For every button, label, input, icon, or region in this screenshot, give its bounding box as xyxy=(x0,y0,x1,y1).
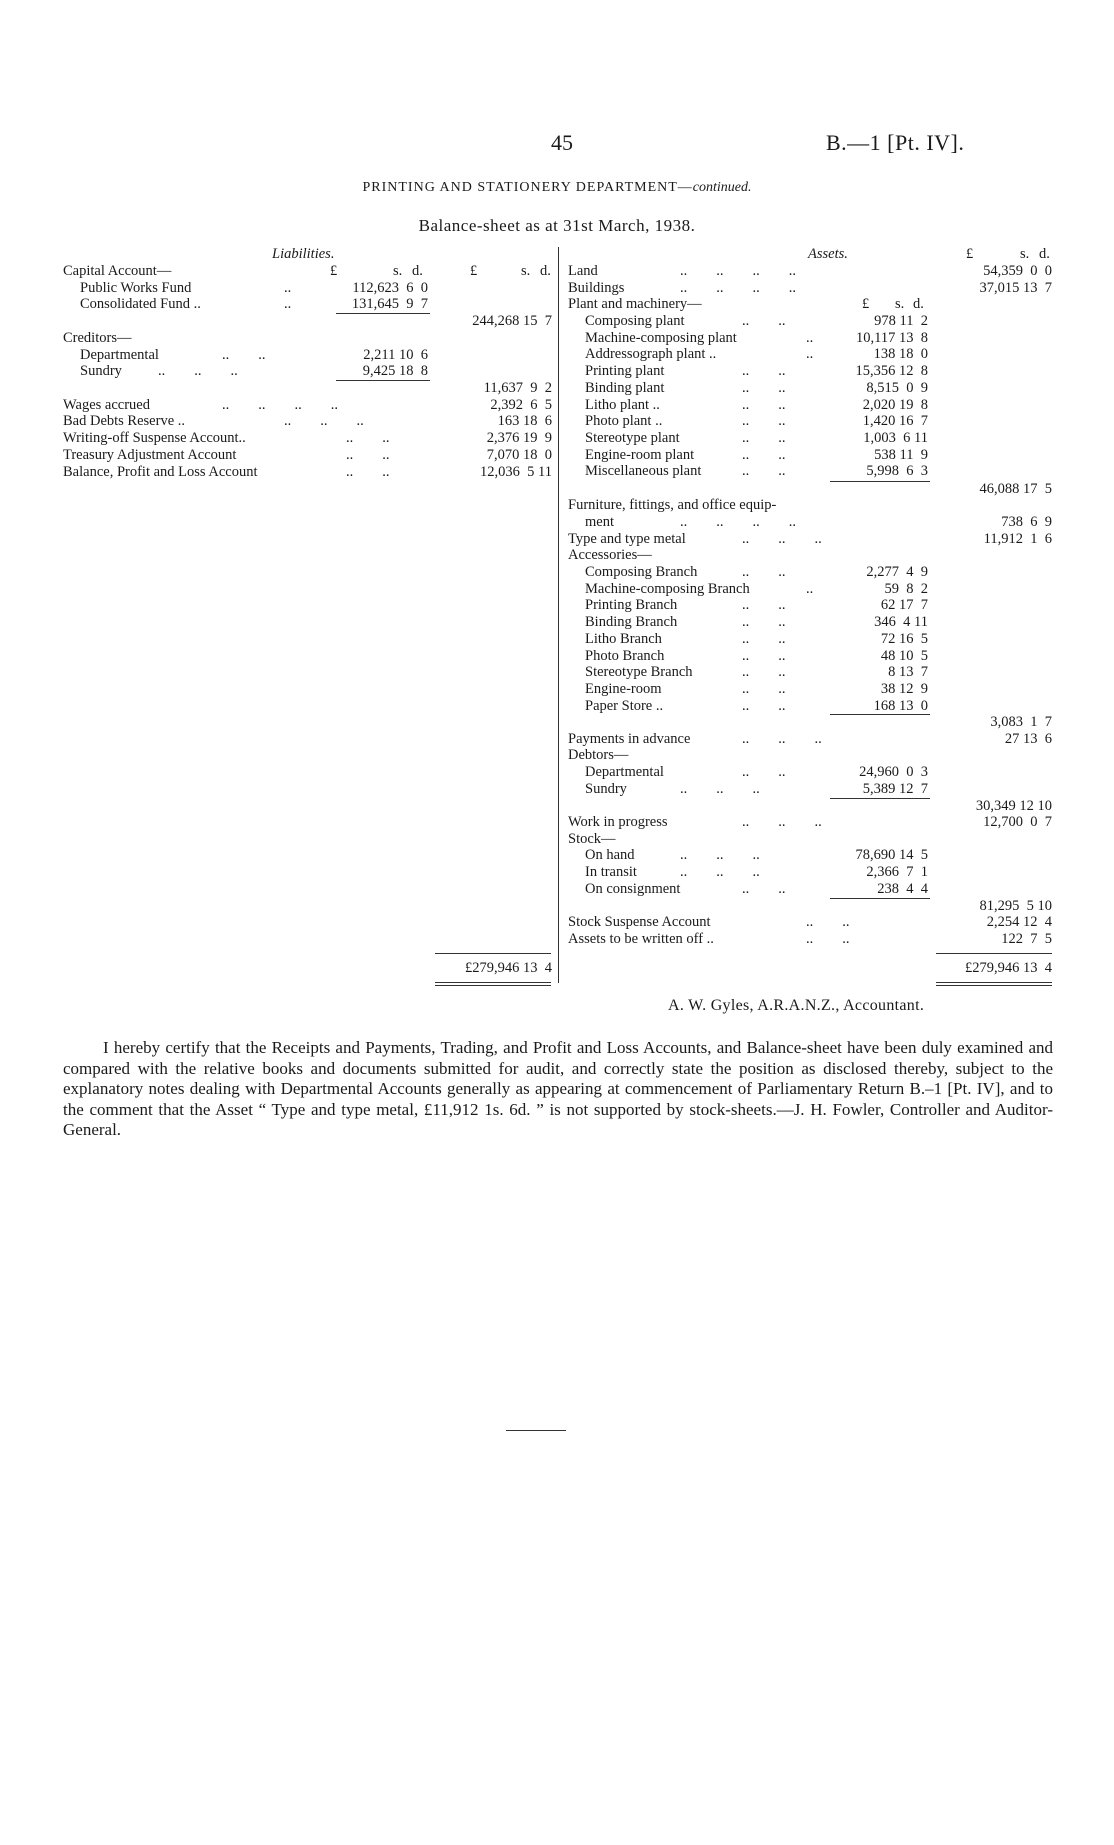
accessory-item-label: Engine-room xyxy=(585,680,662,697)
audit-certificate-text: I hereby certify that the Receipts and Payments, Trading, and Profit and Loss Accounts, and Balance-sheet have been duly examined and compared with the relative books and documents submitted for audit, and correctly state the position as disclosed thereby, subject to the explanatory notes dealing with Departmental Accounts generally as appearing at commencement of Parliamentary Return B.–1 [Pt. IV], and to the comment that the Asset “ Type and type metal, £11,912 1s. 6d. ” is not supported by stock-sheets.—J. H. Fowler, Controller and Auditor-General. xyxy=(63,1038,1053,1139)
liab-col-s-2: s. xyxy=(521,263,531,279)
writing-off-label: Writing-off Suspense Account.. xyxy=(63,430,246,446)
creditors-label: Creditors— xyxy=(63,330,132,346)
consolidated-amount: 131,645 9 7 xyxy=(351,296,428,312)
furniture-dots: .. .. .. .. xyxy=(680,514,796,530)
liab-col-pound-1: £ xyxy=(330,263,338,279)
accountant-signature: A. W. Gyles, A.R.A.N.Z., Accountant. xyxy=(668,997,925,1014)
accessory-item-label: Printing Branch xyxy=(585,597,678,614)
plant-item-dots: .. .. xyxy=(742,413,786,430)
debtors-sundry-amount: 5,389 12 7 xyxy=(862,781,928,797)
written-off-dots: .. .. xyxy=(806,931,850,947)
plant-item-label: Binding plant xyxy=(585,379,665,396)
accessory-item-amount: 168 13 0 xyxy=(873,697,928,714)
asset-col-s: s. xyxy=(1020,246,1030,262)
stock-on-hand-label: On hand xyxy=(585,847,635,863)
column-divider xyxy=(558,247,559,983)
accessory-item-amount: 72 16 5 xyxy=(880,630,928,647)
plant-item-dots: .. .. xyxy=(742,379,786,396)
consolidated-dots: .. xyxy=(284,296,292,312)
liab-total-rule-1 xyxy=(435,982,551,983)
creditors-sundry-dots: .. .. .. xyxy=(158,363,238,379)
stock-suspense-amount: 2,254 12 4 xyxy=(986,914,1052,930)
debtors-departmental-dots: .. .. xyxy=(742,764,786,780)
debtors-total: 30,349 12 10 xyxy=(975,798,1052,814)
accessory-item-amount: 2,277 4 9 xyxy=(866,564,928,580)
work-progress-dots: .. .. .. xyxy=(742,814,822,830)
furniture-amount: 738 6 9 xyxy=(1001,514,1052,530)
debtors-departmental-amount: 24,960 0 3 xyxy=(859,764,928,780)
plant-item-amount: 2,020 19 8 xyxy=(862,396,928,413)
plant-item-label: Photo plant .. xyxy=(585,413,663,430)
furniture-label-cont: ment xyxy=(585,514,614,530)
stock-suspense-label: Stock Suspense Account xyxy=(568,914,711,930)
stock-on-hand-dots: .. .. .. xyxy=(680,847,760,863)
bad-debts-dots: .. .. .. xyxy=(284,413,364,429)
plant-item-label: Engine-room plant xyxy=(585,446,695,463)
writing-off-amount: 2,376 19 9 xyxy=(486,430,552,446)
asset-total-rule-top xyxy=(936,953,1052,954)
profit-loss-amount: 12,036 5 11 xyxy=(480,464,552,480)
accessory-item-amount: 8 13 7 xyxy=(888,664,928,681)
stock-consignment-amount: 238 4 4 xyxy=(877,881,928,897)
payments-advance-dots: .. .. .. xyxy=(742,731,822,747)
asset-total-rule-1 xyxy=(936,982,1052,983)
plant-item-dots: .. xyxy=(806,346,814,363)
debtors-departmental-label: Departmental xyxy=(585,764,664,780)
stock-consignment-dots: .. .. xyxy=(742,881,786,897)
asset-total-rule-2 xyxy=(936,985,1052,986)
treasury-label: Treasury Adjustment Account xyxy=(63,447,237,463)
writing-off-dots: .. .. xyxy=(346,430,390,446)
accessory-item-dots: .. .. xyxy=(742,614,786,631)
debtors-label: Debtors— xyxy=(568,747,629,763)
treasury-dots: .. .. xyxy=(346,447,390,463)
stock-on-hand-amount: 78,690 14 5 xyxy=(855,847,928,863)
debtors-sundry-label: Sundry xyxy=(585,781,627,797)
plant-item-amount: 8,515 0 9 xyxy=(866,379,928,396)
page-number: 45 xyxy=(551,130,573,155)
sheet-title: Balance-sheet as at 31st March, 1938. xyxy=(418,216,696,235)
consolidated-label: Consolidated Fund .. xyxy=(80,296,201,312)
profit-loss-dots: .. .. xyxy=(346,464,390,480)
creditors-total: 11,637 9 2 xyxy=(483,380,552,396)
land-label: Land xyxy=(568,263,598,279)
accessory-item-amount: 346 4 11 xyxy=(874,614,928,631)
liab-total-rule-2 xyxy=(435,985,551,986)
accessories-label: Accessories— xyxy=(568,547,652,563)
plant-item-dots: .. .. xyxy=(742,429,786,446)
stock-subtotal-rule xyxy=(830,898,930,899)
accessory-item-dots: .. .. xyxy=(742,680,786,697)
plant-item-amount: 538 11 9 xyxy=(874,446,928,463)
plant-item-amount: 10,117 13 8 xyxy=(856,329,928,346)
plant-item-label: Printing plant xyxy=(585,363,665,380)
report-reference: B.—1 [Pt. IV]. xyxy=(826,130,965,155)
liab-col-d-1: d. xyxy=(412,263,423,279)
accessory-item-dots: .. .. xyxy=(742,597,786,614)
plant-item-label: Addressograph plant .. xyxy=(585,346,717,363)
department-name: PRINTING AND STATIONERY DEPARTMENT— xyxy=(362,180,693,195)
land-dots: .. .. .. .. xyxy=(680,263,796,279)
liabilities-grand-total: £279,946 13 4 xyxy=(465,960,552,976)
bad-debts-amount: 163 18 6 xyxy=(497,413,552,429)
work-progress-label: Work in progress xyxy=(568,814,668,830)
accessory-item-dots: .. .. xyxy=(742,647,786,664)
accessory-item-dots: .. xyxy=(806,580,814,597)
furniture-label: Furniture, fittings, and office equip- xyxy=(568,497,777,513)
accessory-item-label: Stereotype Branch xyxy=(585,664,693,681)
accessory-item-label: Composing Branch xyxy=(585,564,698,580)
department-title xyxy=(0,180,1114,196)
plant-item-label: Composing plant xyxy=(585,313,685,329)
capital-subtotal-rule xyxy=(336,313,430,314)
buildings-amount: 37,015 13 7 xyxy=(979,280,1052,296)
plant-item-amount: 15,356 12 8 xyxy=(855,363,928,380)
stock-label: Stock— xyxy=(568,831,616,847)
work-progress-amount: 12,700 0 7 xyxy=(983,814,1052,830)
stock-in-transit-dots: .. .. .. xyxy=(680,864,760,880)
accessories-subtotal-rule xyxy=(830,714,930,715)
wages-label: Wages accrued xyxy=(63,397,150,413)
plant-label: Plant and machinery— xyxy=(568,296,702,312)
plant-item-dots: .. .. xyxy=(742,463,786,480)
public-works-amount: 112,623 6 0 xyxy=(352,280,428,296)
stock-suspense-dots: .. .. xyxy=(806,914,850,930)
wages-dots: .. .. .. .. xyxy=(222,397,338,413)
capital-account-label: Capital Account— xyxy=(63,263,172,279)
buildings-dots: .. .. .. .. xyxy=(680,280,796,296)
creditors-subtotal-rule xyxy=(336,380,430,381)
type-metal-amount: 11,912 1 6 xyxy=(983,531,1052,547)
accessory-item-dots: .. .. xyxy=(742,697,786,714)
plant-col-s: s. xyxy=(895,296,905,312)
creditors-departmental-label: Departmental xyxy=(80,347,159,363)
footer-rule xyxy=(506,1430,566,1431)
stock-total: 81,295 5 10 xyxy=(979,898,1052,914)
stock-in-transit-amount: 2,366 7 1 xyxy=(866,864,928,880)
written-off-label: Assets to be written off .. xyxy=(568,931,714,947)
land-amount: 54,359 0 0 xyxy=(983,263,1052,279)
plant-item-dots: .. .. xyxy=(742,313,786,329)
plant-item-dots: .. .. xyxy=(742,363,786,380)
treasury-amount: 7,070 18 0 xyxy=(486,447,552,463)
plant-col-pound: £ xyxy=(862,296,870,312)
accessory-item-label: Photo Branch xyxy=(585,647,665,664)
department-continued: continued. xyxy=(692,180,752,195)
buildings-label: Buildings xyxy=(568,280,625,296)
plant-item-dots: .. xyxy=(806,329,814,346)
accessory-item-amount: 62 17 7 xyxy=(880,597,928,614)
plant-item-amount: 5,998 6 3 xyxy=(866,463,928,480)
debtors-sundry-dots: .. .. .. xyxy=(680,781,760,797)
accessory-item-amount: 59 8 2 xyxy=(884,580,928,597)
capital-total: 244,268 15 7 xyxy=(472,313,552,329)
asset-col-pound: £ xyxy=(966,246,974,262)
plant-item-amount: 1,420 16 7 xyxy=(862,413,928,430)
accessory-item-label: Litho Branch xyxy=(585,630,662,647)
wages-amount: 2,392 6 5 xyxy=(490,397,552,413)
creditors-sundry-label: Sundry xyxy=(80,363,122,379)
plant-total: 46,088 17 5 xyxy=(979,481,1052,497)
assets-grand-total: £279,946 13 4 xyxy=(965,960,1052,976)
debtors-subtotal-rule xyxy=(830,798,930,799)
creditors-sundry-amount: 9,425 18 8 xyxy=(362,363,428,379)
type-metal-label: Type and type metal xyxy=(568,531,686,547)
audit-certificate xyxy=(63,1038,1053,1141)
accessories-total: 3,083 1 7 xyxy=(990,714,1052,730)
stock-in-transit-label: In transit xyxy=(585,864,637,880)
payments-advance-label: Payments in advance xyxy=(568,731,691,747)
bad-debts-label: Bad Debts Reserve .. xyxy=(63,413,186,429)
liab-col-d-2: d. xyxy=(540,263,551,279)
plant-item-dots: .. .. xyxy=(742,446,786,463)
accessory-item-label: Paper Store .. xyxy=(585,697,664,714)
liab-total-rule-top xyxy=(435,953,551,954)
plant-item-amount: 978 11 2 xyxy=(874,313,928,329)
accessory-item-label: Binding Branch xyxy=(585,614,678,631)
liabilities-heading: Liabilities. xyxy=(272,246,335,262)
profit-loss-label: Balance, Profit and Loss Account xyxy=(63,464,258,480)
type-metal-dots: .. .. .. xyxy=(742,531,822,547)
plant-item-amount: 138 18 0 xyxy=(873,346,928,363)
liab-col-pound-2: £ xyxy=(470,263,478,279)
accessory-item-dots: .. .. xyxy=(742,564,786,580)
payments-advance-amount: 27 13 6 xyxy=(1004,731,1052,747)
accessory-item-dots: .. .. xyxy=(742,664,786,681)
plant-item-label: Miscellaneous plant xyxy=(585,463,702,480)
public-works-dots: .. xyxy=(284,280,292,296)
public-works-label: Public Works Fund xyxy=(80,280,192,296)
accessory-item-amount: 38 12 9 xyxy=(880,680,928,697)
plant-item-label: Litho plant .. xyxy=(585,396,660,413)
plant-subtotal-rule xyxy=(830,481,930,482)
asset-col-d: d. xyxy=(1039,246,1050,262)
accessory-item-label: Machine-composing Branch xyxy=(585,580,750,597)
accessory-item-dots: .. .. xyxy=(742,630,786,647)
accessory-item-amount: 48 10 5 xyxy=(880,647,928,664)
written-off-amount: 122 7 5 xyxy=(1001,931,1052,947)
plant-item-amount: 1,003 6 11 xyxy=(863,429,928,446)
plant-col-d: d. xyxy=(913,296,924,312)
creditors-departmental-amount: 2,211 10 6 xyxy=(363,347,428,363)
plant-item-label: Machine-composing plant xyxy=(585,329,737,346)
plant-item-dots: .. .. xyxy=(742,396,786,413)
stock-consignment-label: On consignment xyxy=(585,881,681,897)
plant-item-label: Stereotype plant xyxy=(585,429,680,446)
liab-col-s-1: s. xyxy=(393,263,403,279)
creditors-departmental-dots: .. .. xyxy=(222,347,266,363)
assets-heading: Assets. xyxy=(808,246,848,262)
